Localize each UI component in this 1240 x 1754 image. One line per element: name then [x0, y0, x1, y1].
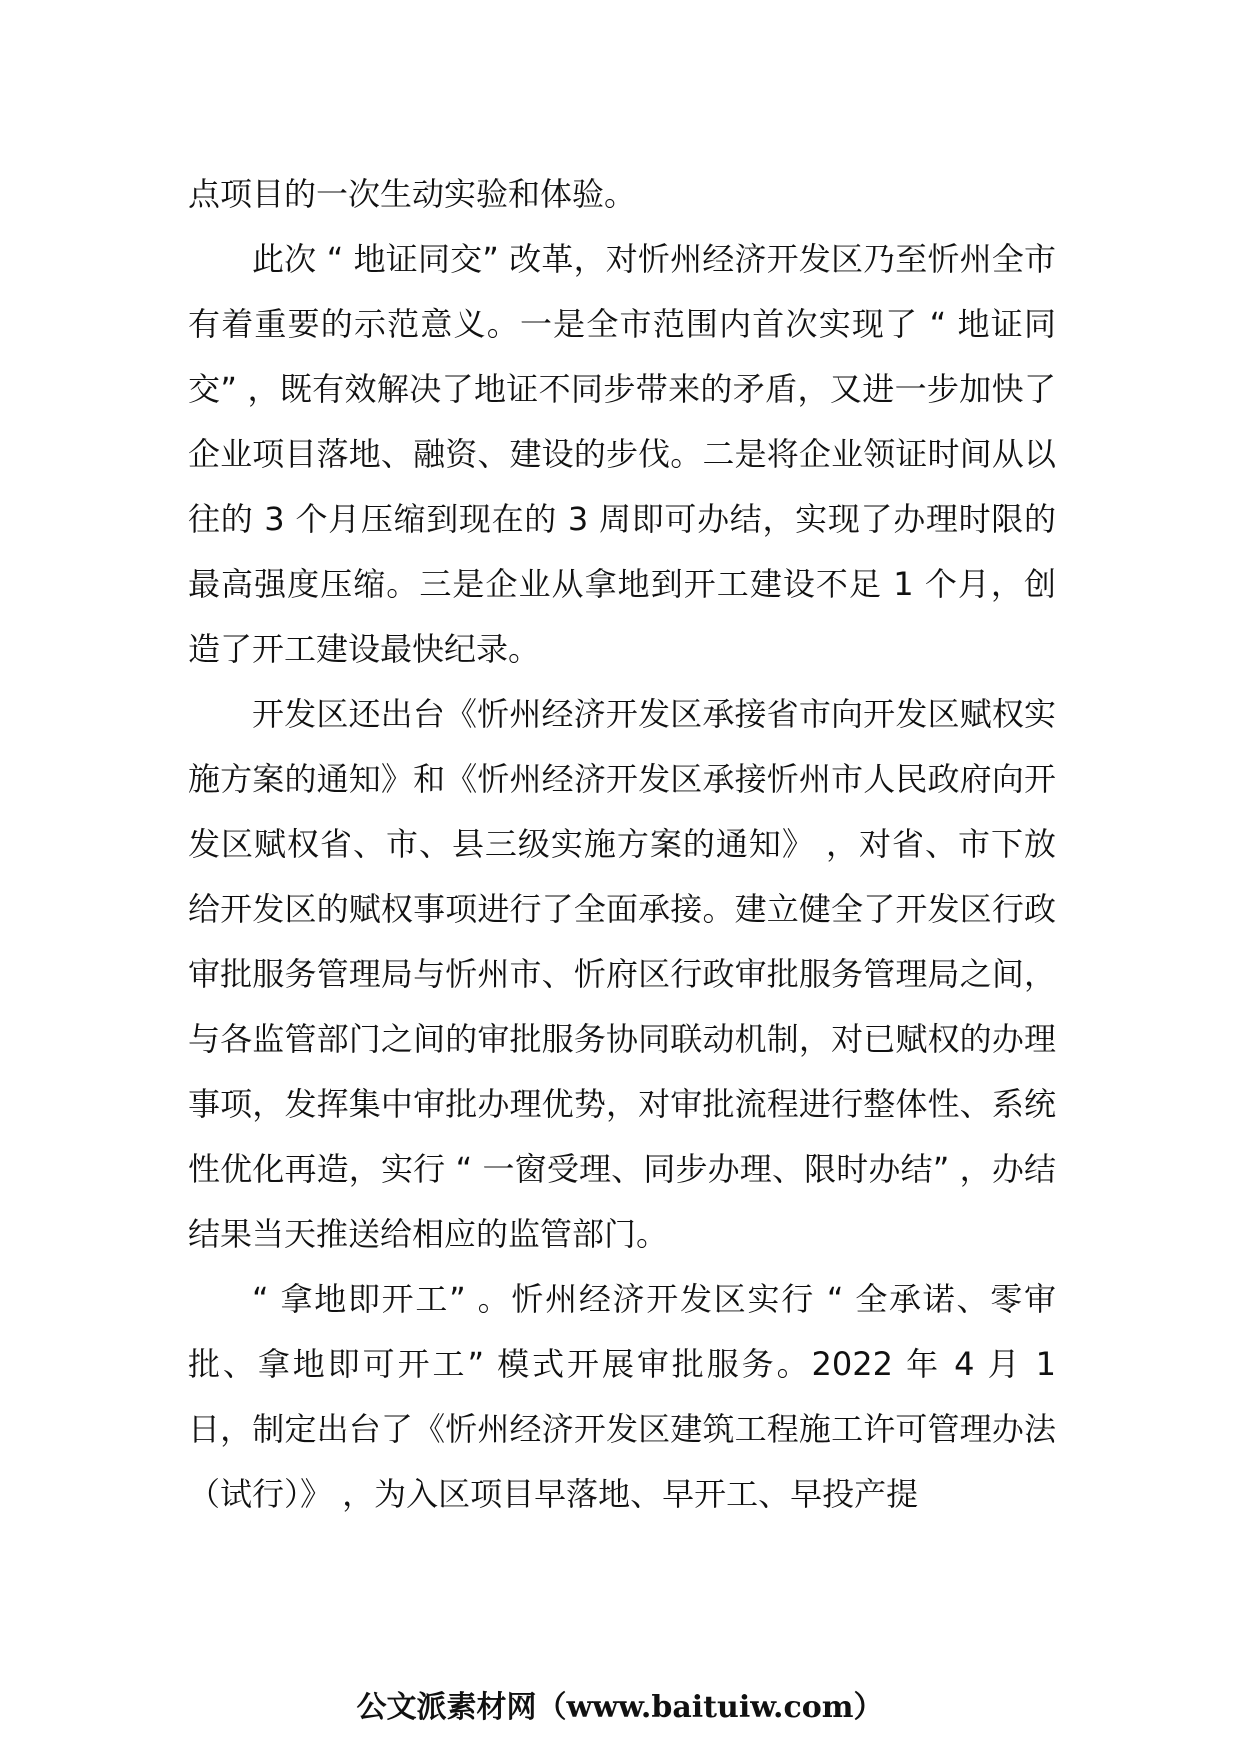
paragraph-2: 此次 “ 地证同交” 改革，对忻州经济开发区乃至忻州全市有着重要的示范意义。一是全市范围内首次实现了 “ 地证同交” ，既有效解决了地证不同步带来的矛盾，又进一步加快了企业项目落地、融资、建设的步伐。二是将企业领证时间从以往的 3 个月压缩到现在的 3 周即可办结，实现了办理时限的最高强度压缩。三是企业从拿地到开工建设不足 1 个月，创造了开工建设最快纪录。	[188, 240, 1056, 668]
document-body	[188, 162, 1056, 1527]
paragraph-3: 开发区还出台《忻州经济开发区承接省市向开发区赋权实施方案的通知》和《忻州经济开发区承接忻州市人民政府向开发区赋权省、市、县三级实施方案的通知》 ，对省、市下放给开发区的赋权事项进行了全面承接。建立健全了开发区行政审批服务管理局与忻州市、忻府区行政审批服务管理局之间，与各监管部门之间的审批服务协同联动机制，对已赋权的办理事项，发挥集中审批办理优势，对审批流程进行整体性、系统性优化再造，实行 “ 一窗受理、同步办理、限时办结” ，办结结果当天推送给相应的监管部门。	[188, 695, 1056, 1253]
footer-watermark: 公文派素材网（www.baituiw.com）	[356, 1690, 884, 1725]
paragraph-1: 点项目的一次生动实验和体验。	[188, 175, 637, 213]
paragraph-4: “ 拿地即开工” 。忻州经济开发区实行 “ 全承诺、零审批、拿地即可开工” 模式开展审批服务。2022 年 4 月 1 日，制定出台了《忻州经济开发区建筑工程施工许可管理办法（试行）》 ，为入区项目早落地、早开工、早投产提	[188, 1280, 1056, 1513]
